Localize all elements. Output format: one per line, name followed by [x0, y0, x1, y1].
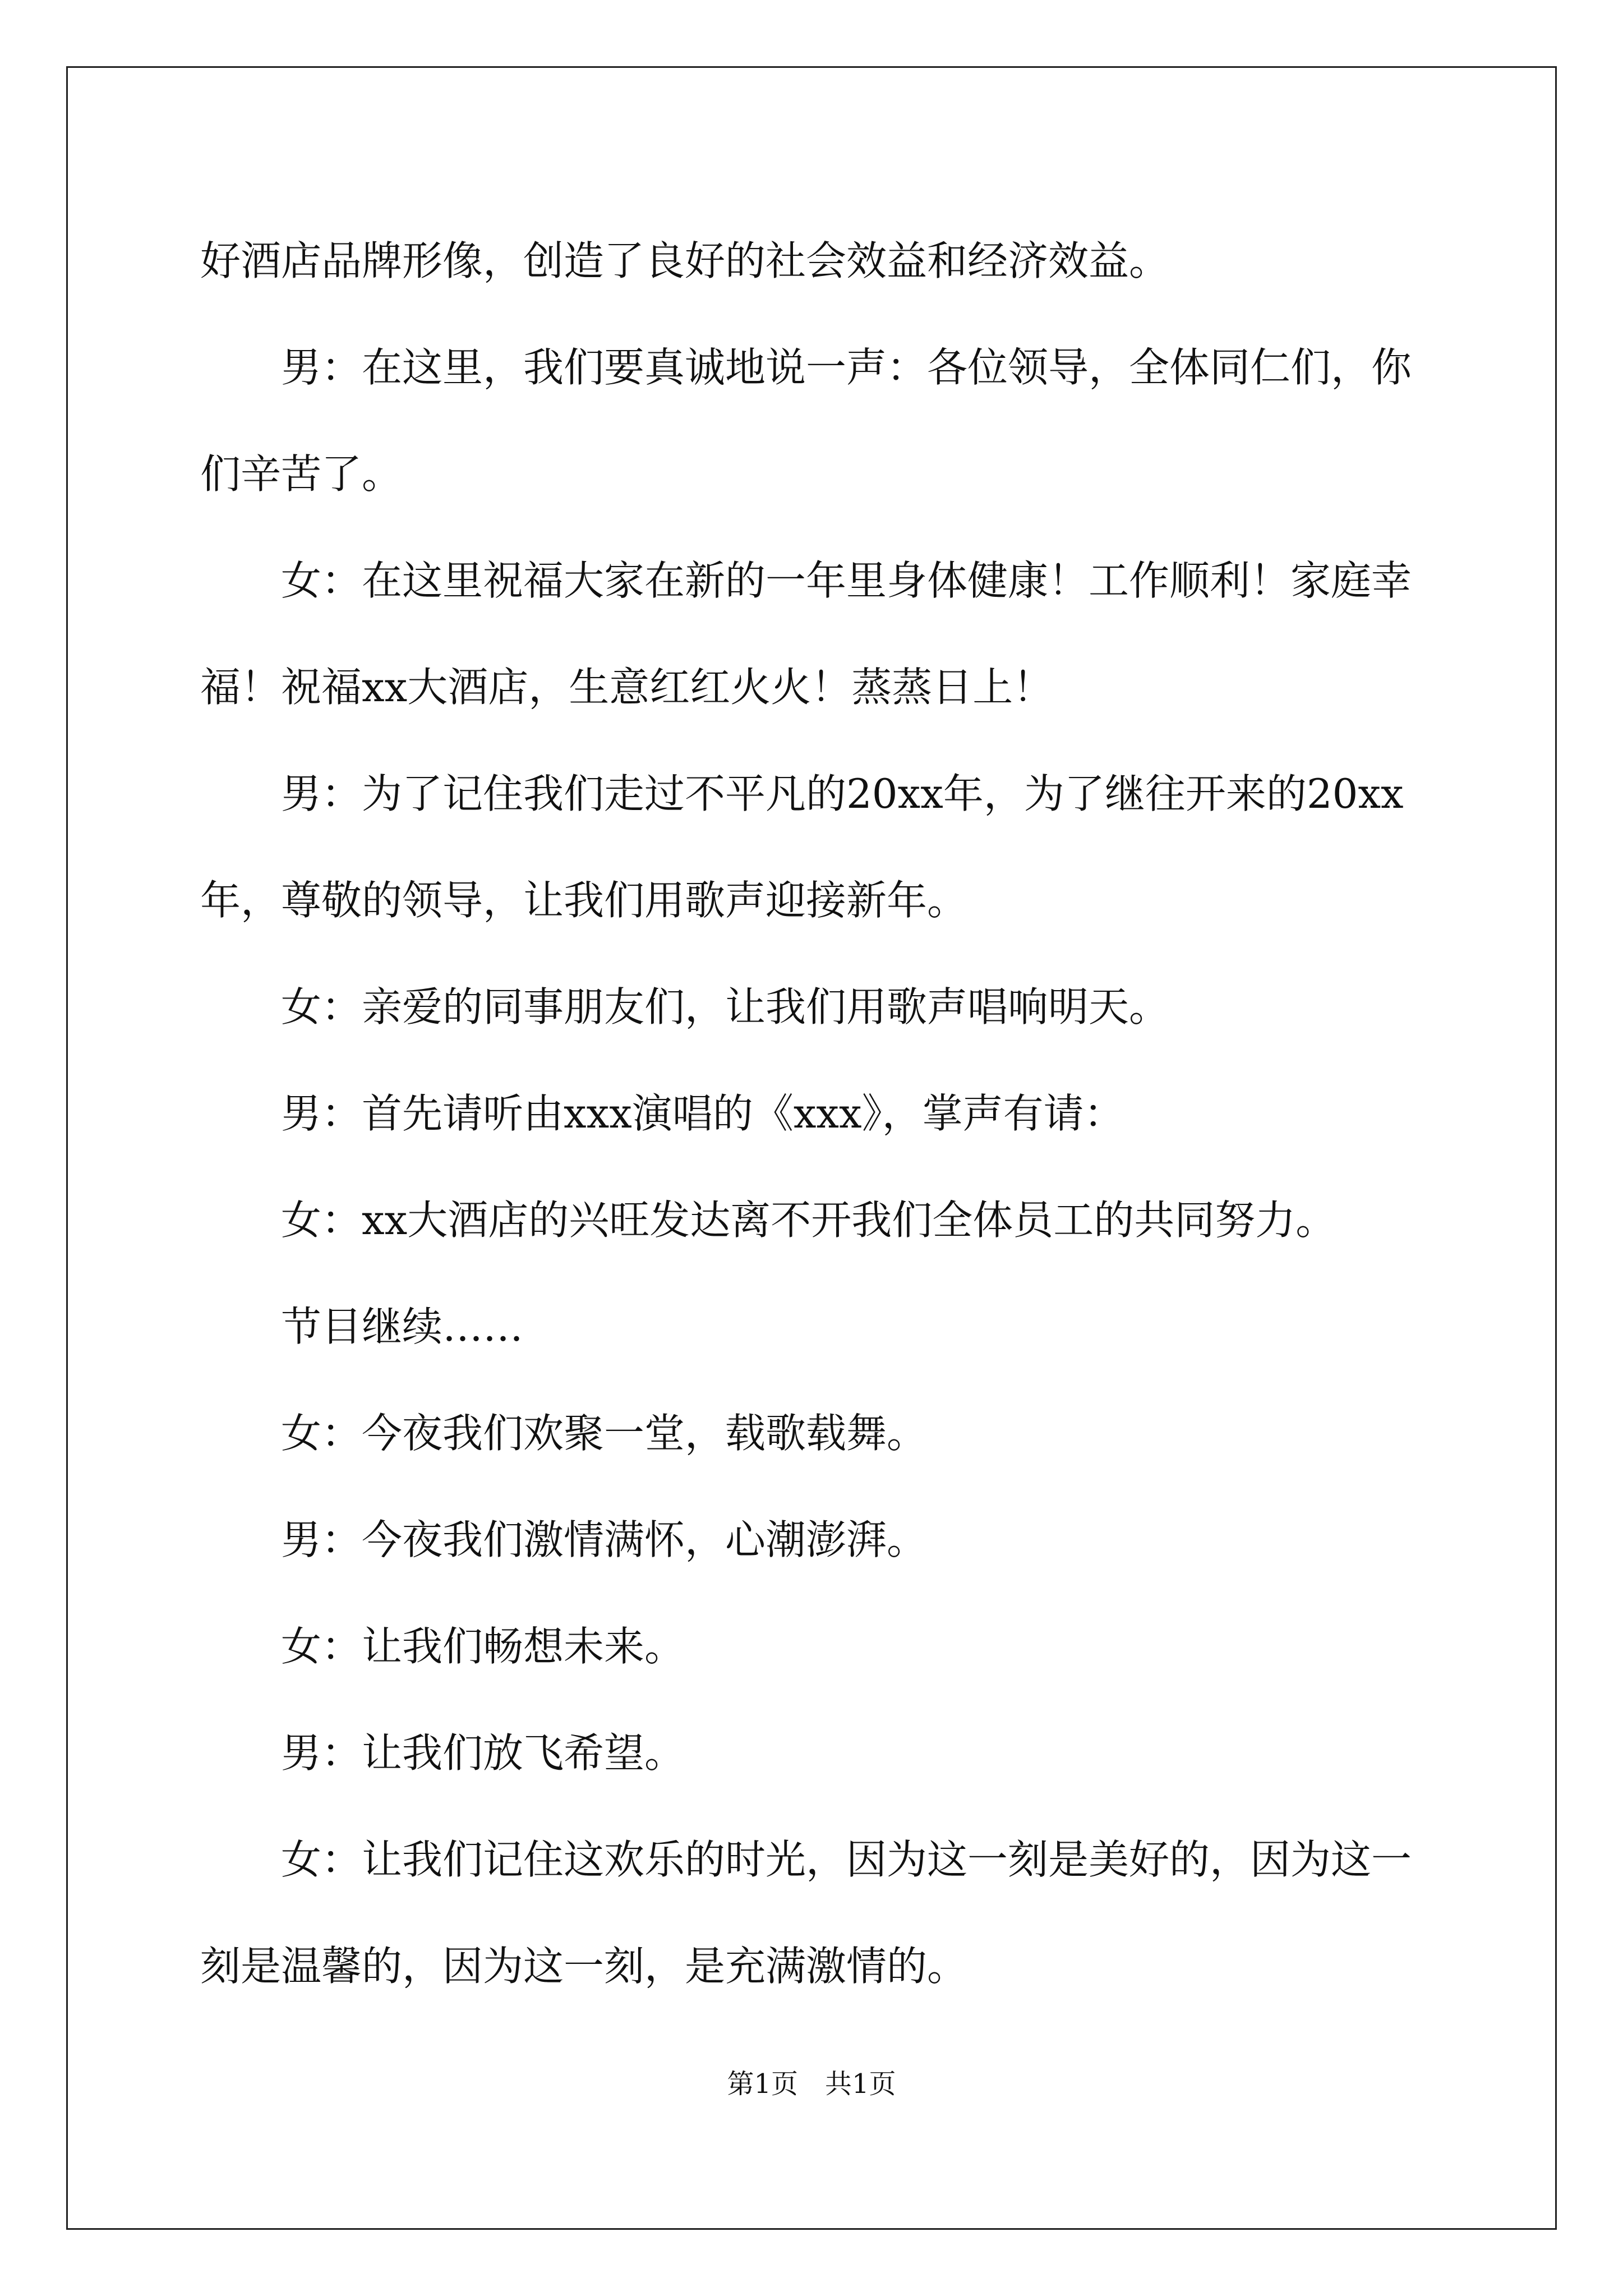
document-body	[200, 208, 1426, 2019]
paragraph-6: 男：首先请听由xxx演唱的《xxx》，掌声有请：	[281, 1090, 1124, 1137]
paragraph-7: 女：xx大酒店的兴旺发达离不开我们全体员工的共同努力。	[281, 1197, 1336, 1244]
paragraph-2: 男：在这里，我们要真诚地说一声：各位领导，全体同仁们，你们辛苦了。	[200, 344, 1412, 498]
page-footer: 第1页 共1页	[727, 2068, 896, 2100]
paragraph-4: 男：为了记住我们走过不平凡的20xx年，为了继往开来的20xx年，尊敬的领导，让我们用歌声迎接新年。	[200, 770, 1404, 924]
paragraph-8: 节目继续……	[281, 1303, 524, 1350]
paragraph-1: 好酒店品牌形像，创造了良好的社会效益和经济效益。	[200, 237, 1170, 284]
paragraph-11: 女：让我们畅想未来。	[281, 1623, 685, 1670]
paragraph-3: 女：在这里祝福大家在新的一年里身体健康！工作顺利！家庭幸福！祝福xx大酒店，生意红红火火！蒸蒸日上！	[200, 557, 1412, 711]
paragraph-5: 女：亲爱的同事朋友们，让我们用歌声唱响明天。	[281, 983, 1170, 1030]
paragraph-9: 女：今夜我们欢聚一堂，载歌载舞。	[281, 1410, 928, 1457]
paragraph-12: 男：让我们放飞希望。	[281, 1729, 685, 1777]
paragraph-13: 女：让我们记住这欢乐的时光，因为这一刻是美好的，因为这一刻是温馨的，因为这一刻，是充满激情的。	[200, 1836, 1412, 1990]
paragraph-10: 男：今夜我们激情满怀，心潮澎湃。	[281, 1516, 928, 1563]
